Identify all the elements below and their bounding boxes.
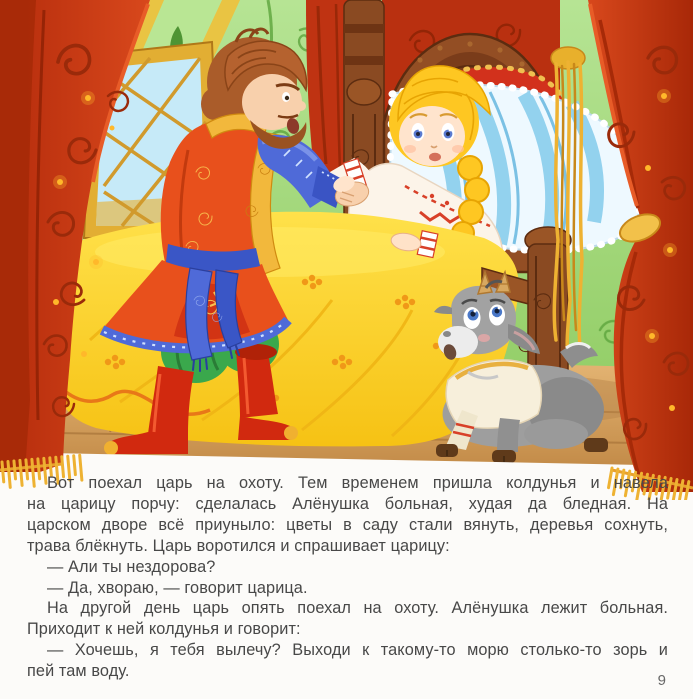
story-line: пей там воду. — [27, 662, 130, 681]
story-line: — Да, хвораю, — говорит царица. — [47, 578, 308, 597]
story-line: на царицу порчу: сделалась Алёнушка больная, худая да бледная. На — [27, 494, 668, 513]
story-line: царском дворе всё приуныло: цветы в саду стали вянуть, деревья сохнуть, — [27, 515, 668, 534]
story-text — [0, 473, 693, 682]
story-line: Приходит к ней колдунья и говорит: — [27, 620, 301, 639]
story-line: — Али ты нездорова? — [47, 557, 216, 576]
story-line: Вот поехал царь на охоту. Тем временем пришла колдунья и навела — [47, 474, 668, 492]
story-line: На другой день царь опять поехал на охоту. Алёнушка лежит больная. — [47, 599, 668, 618]
page-number: 9 — [657, 672, 666, 689]
story-line: трава блёкнуть. Царь воротился и спрашивает царицу: — [27, 536, 450, 555]
story-line: — Хочешь, я тебя вылечу? Выходи к такому-то морю столько-то зорь и — [47, 641, 668, 660]
